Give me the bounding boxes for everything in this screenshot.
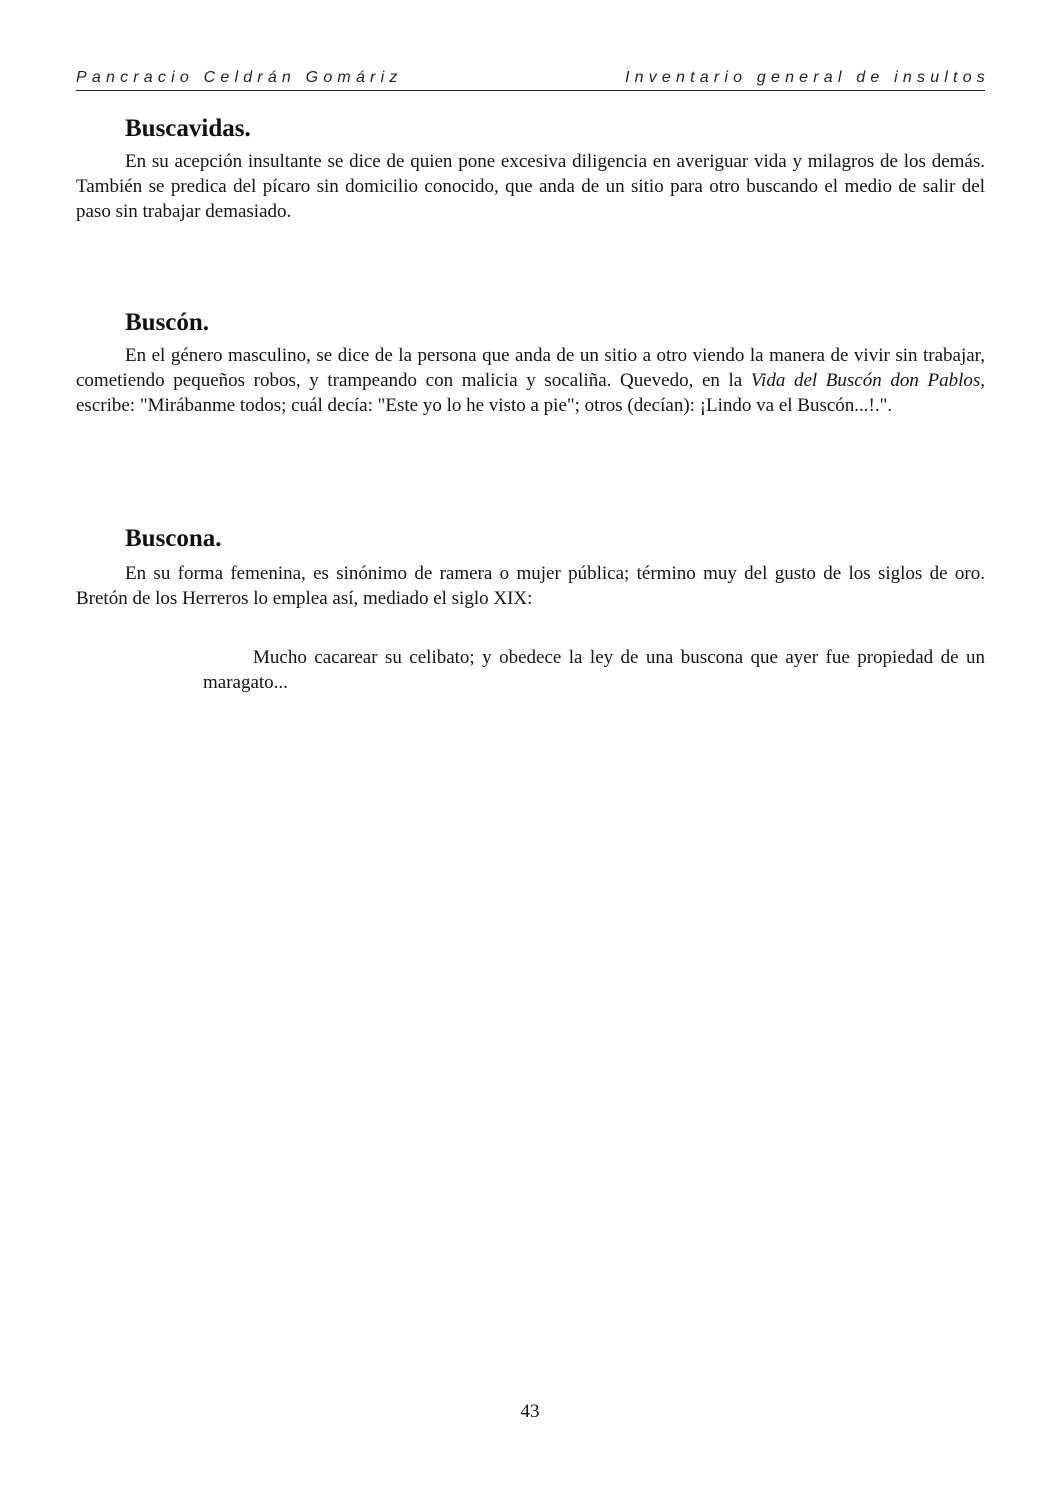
entry-text-buscon-after: , escribe: "Mirábanme todos; cuál decía: "Este yo lo he visto a pie"; otros (decían): ¡Lindo va el Buscón...!.". — [76, 370, 985, 416]
entry-title-buscavidas: Buscavidas. — [125, 115, 251, 142]
entry-text-buscon — [76, 343, 985, 418]
entry-text-buscavidas — [76, 149, 985, 224]
entry-title-buscon: Buscón. — [125, 309, 210, 336]
header-author: Pancracio Celdrán Gomáriz — [76, 69, 403, 86]
entry-text-buscon-before: En el género masculino, se dice de la persona que anda de un sitio a otro viendo la manera de vivir sin trabajar, cometiendo pequeños robos, y trampeando con malicia y socaliña. Quevedo, en la — [76, 345, 985, 391]
header-book-title: Inventario general de insultos — [624, 69, 990, 86]
block-quote — [203, 645, 985, 695]
page-number: 43 — [520, 1401, 540, 1422]
entry-text-buscavidas-content: En su acepción insultante se dice de quien pone excesiva diligencia en averiguar vida y milagros de los demás. También se predica del pícaro sin domicilio conocido, que anda de un sitio para otro buscando el medio de salir del paso sin trabajar demasiado. — [76, 151, 985, 222]
entry-title-buscona: Buscona. — [125, 525, 222, 552]
entry-text-buscona-content: En su forma femenina, es sinónimo de ramera o mujer pública; término muy del gusto de los siglos de oro. Bretón de los Herreros lo emplea así, mediado el siglo XIX: — [76, 563, 985, 609]
entry-text-buscona — [76, 561, 985, 611]
block-quote-text: Mucho cacarear su celibato; y obedece la ley de una buscona que ayer fue propiedad de un maragato... — [203, 647, 985, 693]
running-header — [76, 66, 990, 91]
work-title-italic: Vida del Buscón don Pablos — [750, 370, 981, 391]
